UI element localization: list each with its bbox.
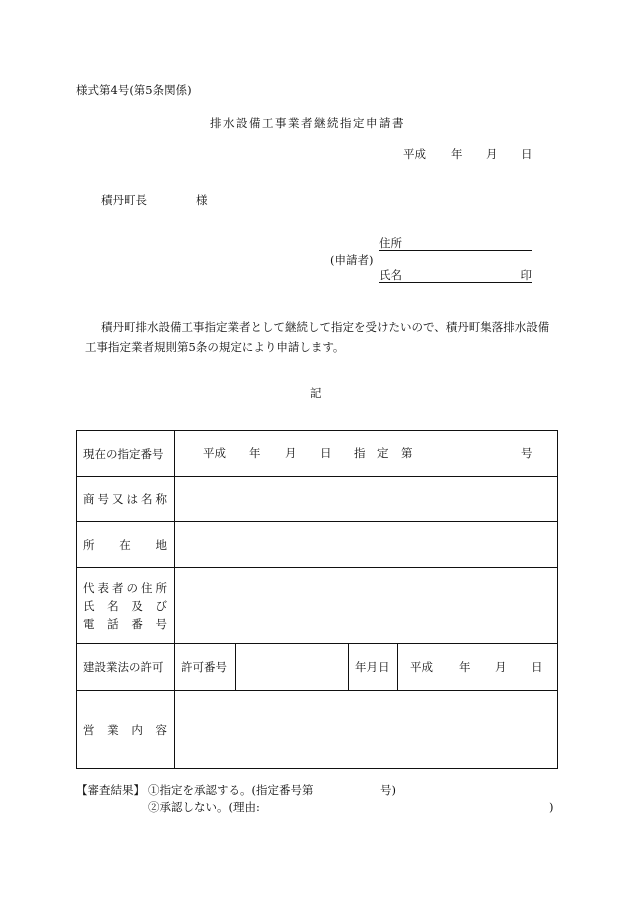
record-heading: 記 xyxy=(310,386,322,400)
location-field[interactable] xyxy=(175,522,558,568)
representative-label: 代 表 者 の 住 所 氏 名 及 び 電 話 番 号 xyxy=(77,568,175,644)
date-month: 月 xyxy=(486,147,498,161)
row5-year: 年 xyxy=(459,660,471,674)
trade-name-label: 商 号 又 は 名 称 xyxy=(77,477,175,522)
row1-day: 日 xyxy=(320,446,332,460)
body-text-line1: 積丹町排水設備工事指定業者として継続して指定を受けたいので、積丹町集落排水設備 xyxy=(101,320,550,334)
addressee-honorific: 様 xyxy=(196,193,208,207)
table-row-current-number xyxy=(77,431,558,477)
review-option-reject-suffix: ) xyxy=(549,800,554,814)
table-row-representative xyxy=(77,568,558,644)
addressee-name: 積丹町長 xyxy=(101,193,147,207)
row1-dai: 第 xyxy=(401,446,413,460)
trade-name-field[interactable] xyxy=(175,477,558,522)
review-option-reject[interactable]: ②承認しない。(理由: xyxy=(148,800,260,814)
review-label: 【審査結果】 xyxy=(76,783,145,797)
construction-permit-label: 建設業法の許可 xyxy=(77,644,175,691)
date-era: 平成 xyxy=(403,147,426,161)
representative-field[interactable] xyxy=(175,568,558,644)
business-content-field[interactable] xyxy=(175,691,558,769)
row1-year: 年 xyxy=(249,446,261,460)
table-row-location xyxy=(77,522,558,568)
current-number-field[interactable] xyxy=(175,431,558,477)
row1-era: 平成 xyxy=(203,446,226,460)
date-day: 日 xyxy=(521,147,533,161)
current-number-label: 現在の指定番号 xyxy=(77,431,175,477)
body-text-line2: 工事指定業者規則第5条の規定により申請します。 xyxy=(85,340,345,354)
location-label: 所 在 地 xyxy=(77,522,175,568)
row5-era: 平成 xyxy=(410,660,433,674)
address-line[interactable] xyxy=(379,236,532,251)
row5-day: 日 xyxy=(531,660,543,674)
permit-number-field[interactable] xyxy=(236,644,349,691)
permit-date-label: 年月日 xyxy=(349,644,398,691)
form-number: 様式第4号(第5条関係) xyxy=(76,83,192,97)
name-line[interactable] xyxy=(379,268,532,283)
review-option-approve[interactable]: ①指定を承認する。(指定番号第 xyxy=(148,783,314,797)
permit-number-label: 許可番号 xyxy=(175,644,236,691)
table-row-trade-name xyxy=(77,477,558,522)
row1-tei: 定 xyxy=(377,446,389,460)
address-label: 住所 xyxy=(379,236,402,250)
permit-date-field[interactable] xyxy=(398,644,558,691)
seal-mark: 印 xyxy=(520,268,532,282)
name-label: 氏名 xyxy=(379,268,402,282)
date-year: 年 xyxy=(451,147,463,161)
business-content-label: 営 業 内 容 xyxy=(77,691,175,769)
row1-shitei: 指 xyxy=(354,446,366,460)
applicant-label: (申請者) xyxy=(330,253,374,267)
row1-month: 月 xyxy=(285,446,297,460)
review-option-approve-suffix: 号) xyxy=(380,783,396,797)
row1-go: 号 xyxy=(521,446,533,460)
application-table xyxy=(76,430,558,769)
table-row-construction-permit xyxy=(77,644,558,691)
row5-month: 月 xyxy=(495,660,507,674)
document-title: 排水設備工事業者継続指定申請書 xyxy=(210,116,405,130)
table-row-business-content xyxy=(77,691,558,769)
